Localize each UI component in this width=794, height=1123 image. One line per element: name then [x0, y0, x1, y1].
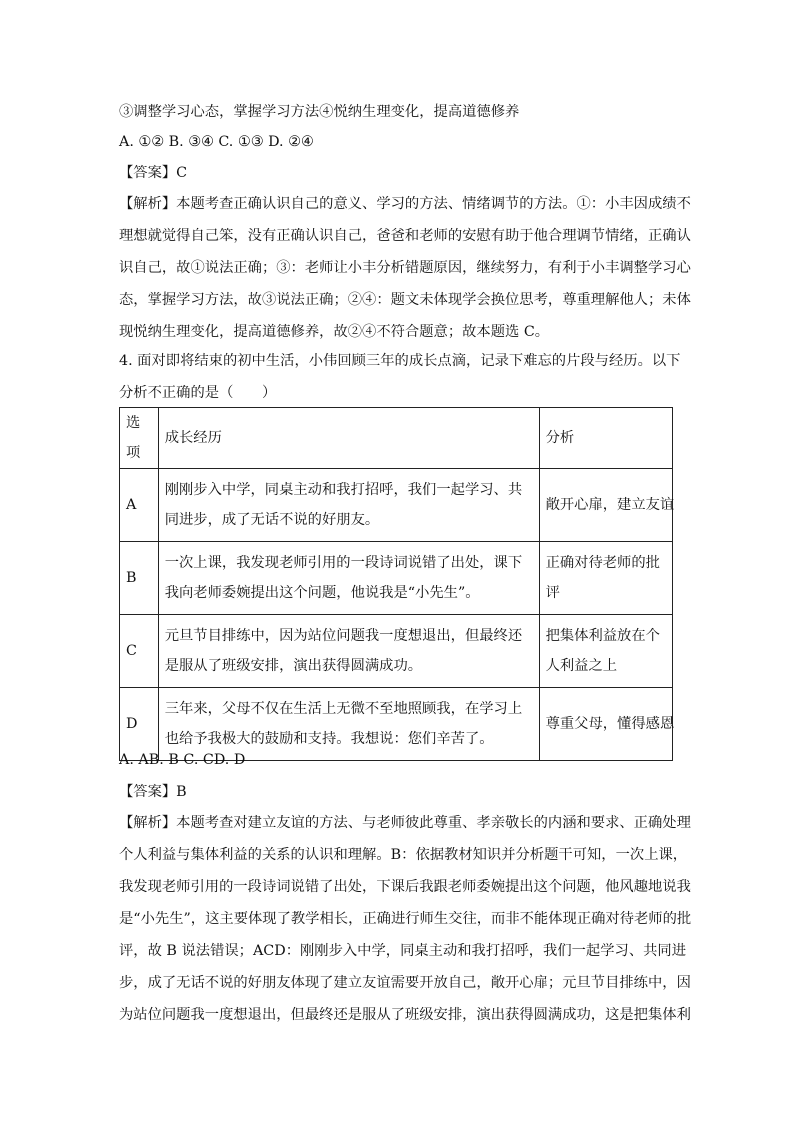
q3-answer: 【答案】C — [119, 165, 188, 181]
experience-line: 刚刚步入中学，同桌主动和我打招呼，我们一起学习、共 — [164, 482, 523, 498]
analysis-line: 尊重父母，懂得感恩 — [545, 716, 675, 732]
q4-analysis-line: 个人利益与集体利益的关系的认识和理解。B：依据教材知识并分析题干可知，一次上课， — [119, 847, 688, 863]
q4-table — [119, 407, 673, 761]
row-option: D — [120, 688, 159, 761]
experience-line: 元旦节目排练中，因为站位问题我一度想退出，但最终还 — [164, 628, 523, 644]
row-analysis — [539, 688, 675, 761]
row-option: B — [120, 542, 159, 615]
experience-line: 一次上课，我发现老师引用的一段诗词说错了出处，课下 — [164, 555, 523, 571]
table-row — [120, 542, 673, 615]
table-row — [120, 469, 673, 542]
q3-analysis-line: 态，掌握学习方法，故③说法正确；②④：题文未体现学会换位思考，尊重理解他人；未体 — [119, 292, 691, 308]
analysis-line: 把集体利益放在个 — [545, 628, 660, 644]
header-experience: 成长经历 — [158, 408, 539, 469]
q4-analysis-line: 为站位问题我一度想退出，但最终还是服从了班级安排，演出获得圆满成功，这是把集体利 — [119, 1007, 691, 1023]
q3-analysis-line: 【解析】本题考查正确认识自己的意义、学习的方法、情绪调节的方法。①：小丰因成绩不 — [119, 196, 691, 212]
row-option: C — [120, 615, 159, 688]
q4-analysis-line: 评，故 B 说法错误；ACD：刚刚步入中学，同桌主动和我打招呼，我们一起学习、共同进 — [119, 943, 687, 959]
table-header-row — [120, 408, 673, 469]
row-analysis — [539, 542, 672, 615]
table-row — [120, 615, 673, 688]
experience-line: 我向老师委婉提出这个问题，他说我是“小先生”。 — [164, 585, 480, 601]
q4-analysis-line: 【解析】本题考查对建立友谊的方法、与老师彼此尊重、孝亲敬长的内涵和要求、正确处理 — [119, 815, 691, 831]
q3-analysis-line: 识自己，故①说法正确；③：老师让小丰分析错题原因，继续努力，有利于小丰调整学习心 — [119, 260, 691, 276]
analysis-line: 敞开心扉，建立友谊 — [545, 497, 675, 513]
experience-line: 同进步，成了无话不说的好朋友。 — [164, 512, 380, 528]
experience-line: 是服从了班级安排，演出获得圆满成功。 — [164, 658, 423, 674]
q3-analysis-line: 理想就觉得自己笨，没有正确认识自己，爸爸和老师的安慰有助于他合理调节情绪，正确认 — [119, 228, 691, 244]
q4-analysis-line: 我发现老师引用的一段诗词说错了出处，下课后我跟老师委婉提出这个问题，他风趣地说我 — [119, 879, 691, 895]
header-analysis: 分析 — [539, 408, 672, 469]
analysis-line: 正确对待老师的批 — [545, 555, 660, 571]
analysis-line: 人利益之上 — [545, 658, 618, 674]
row-experience — [158, 542, 539, 615]
row-experience — [158, 615, 539, 688]
row-analysis — [539, 469, 675, 542]
q3-choices: A. ①② B. ③④ C. ①③ D. ②④ — [119, 134, 314, 150]
q4-answer: 【答案】B — [119, 784, 187, 800]
analysis-line: 评 — [545, 585, 560, 601]
q4-analysis-line: 步，成了无话不说的好朋友体现了建立友谊需要开放自己，敞开心扉；元旦节目排练中，因 — [119, 975, 691, 991]
q4-choices: A. AB. B C. CD. D — [119, 752, 246, 768]
experience-line: 也给予我极大的鼓励和支持。我想说：您们辛苦了。 — [164, 731, 494, 747]
row-experience — [158, 469, 539, 542]
row-analysis — [539, 615, 672, 688]
header-option: 选项 — [120, 408, 159, 469]
row-option: A — [120, 469, 159, 542]
q3-analysis-line: 现悦纳生理变化，提高道德修养，故②④不符合题意；故本题选 C。 — [119, 324, 550, 340]
q4-stem-line: 4. 面对即将结束的初中生活，小伟回顾三年的成长点滴，记录下难忘的片段与经历。以下 — [119, 353, 681, 369]
q3-option-line: ③调整学习心态，掌握学习方法④悦纳生理变化，提高道德修养 — [119, 104, 520, 120]
q4-stem-line: 分析不正确的是（ ） — [119, 385, 277, 401]
experience-line: 三年来，父母不仅在生活上无微不至地照顾我，在学习上 — [164, 701, 523, 717]
q4-analysis-line: 是“小先生”，这主要体现了教学相长，正确进行师生交往，而非不能体现正确对待老师的批 — [119, 911, 692, 927]
